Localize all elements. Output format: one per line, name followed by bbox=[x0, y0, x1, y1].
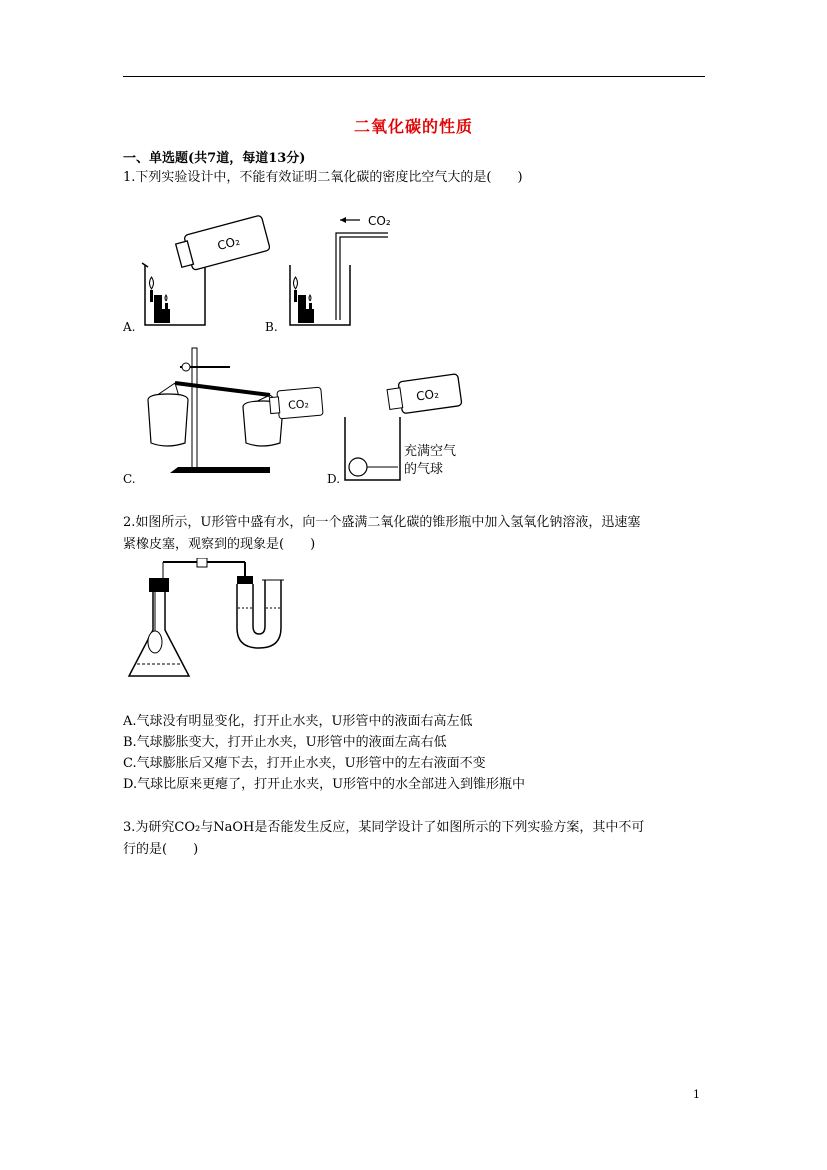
q2-option-a: A.气球没有明显变化，打开止水夹，U形管中的液面右高左低 bbox=[123, 714, 473, 729]
q2-option-d: D.气球比原来更瘪了，打开止水夹，U形管中的水全部进入到锥形瓶中 bbox=[123, 777, 526, 792]
q2-option-c: C.气球膨胀后又瘪下去，打开止水夹，U形管中的左右液面不变 bbox=[123, 756, 486, 771]
section-heading: 一、单选题(共7道，每道13分) bbox=[123, 151, 306, 166]
co2-label: CO₂ bbox=[287, 397, 310, 413]
page-number: 1 bbox=[693, 1088, 700, 1101]
co2-label: CO₂ bbox=[415, 386, 440, 404]
q2-option-b: B.气球膨胀变大，打开止水夹，U形管中的液面左高右低 bbox=[123, 735, 447, 750]
q1-figure-c bbox=[140, 345, 330, 480]
q1-stem: 1.下列实验设计中，不能有效证明二氧化碳的密度比空气大的是( ) bbox=[123, 170, 523, 185]
q1-figure-a bbox=[140, 205, 270, 330]
co2-label: CO₂ bbox=[215, 233, 242, 254]
q1-figure-d bbox=[340, 365, 490, 485]
q1-label-c: C. bbox=[123, 472, 136, 486]
page-title: 二氧化碳的性质 bbox=[353, 117, 473, 136]
co2-label: CO₂ bbox=[368, 214, 391, 228]
balloon-label-2: 的气球 bbox=[404, 462, 444, 477]
q1-label-a: A. bbox=[123, 320, 136, 334]
q2-stem-line2: 紧橡皮塞，观察到的现象是( ) bbox=[123, 537, 316, 552]
q3-stem-line2: 行的是( ) bbox=[123, 842, 199, 857]
q2-figure bbox=[125, 558, 300, 688]
q1-figure-b bbox=[280, 205, 410, 330]
balloon-label-1: 充满空气 bbox=[404, 444, 457, 459]
q2-stem-line1: 2.如图所示，U形管中盛有水，向一个盛满二氧化碳的锥形瓶中加入氢氧化钠溶液，迅速塞 bbox=[123, 515, 641, 530]
header-rule bbox=[123, 76, 705, 77]
q1-label-b: B. bbox=[265, 320, 278, 334]
q3-stem-line1: 3.为研究CO₂与NaOH是否能发生反应，某同学设计了如图所示的下列实验方案，其中不可 bbox=[123, 820, 645, 835]
q1-label-d: D. bbox=[327, 472, 341, 486]
